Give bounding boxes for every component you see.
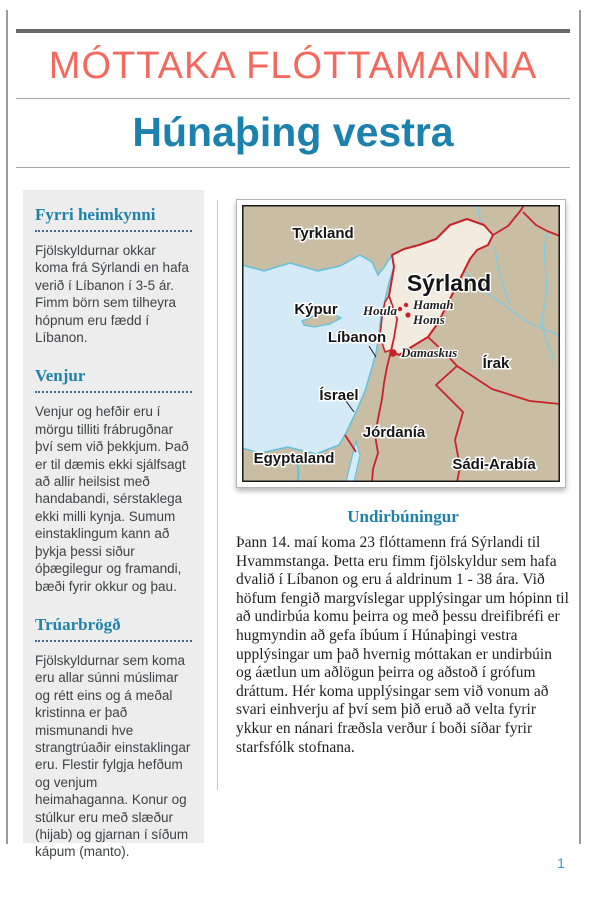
page-number: 1 xyxy=(557,855,565,871)
section-heading-undirbuningur: Undirbúningur xyxy=(347,507,459,526)
page-title: MÓTTAKA FLÓTTAMANNA xyxy=(48,45,538,87)
sidebar-heading-former-homes: Fyrri heimkynni xyxy=(35,205,156,224)
syria-region-map xyxy=(236,199,566,488)
left-page-rule xyxy=(6,10,8,844)
info-sidebar xyxy=(23,190,204,860)
page-header xyxy=(16,29,570,168)
sidebar-text-customs: Venjur og hefðir eru í mörgu tilliti frábrugðnar því sem við þekkjum. Það er til dæmis ekki sjálfsagt að allir heilsist með handabandi, sérstaklega ekki milli kynja. Sumum einstaklingum kann að þykja þessi siður óþægilegur og framandi, bæði fyrir okkur og þau. xyxy=(35,404,189,594)
map-label-jordania: Jórdanía xyxy=(362,424,426,441)
map-label-tyrkland: Tyrkland xyxy=(292,225,354,242)
right-page-rule xyxy=(579,10,581,844)
sidebar-text-former-homes: Fjölskyldurnar okkar koma frá Sýrlandi en hafa verið í Líbanon í 3-5 ár. Fimm börn sem tilheyra hópnum eru fædd í Líbanon. xyxy=(35,243,189,346)
map-label-libanon: Líbanon xyxy=(327,329,387,346)
header-divider-2 xyxy=(16,167,570,168)
map-label-sadi-arabia: Sádi-Arabía xyxy=(452,456,536,473)
dotted-rule xyxy=(35,391,192,393)
map-label-israel: Ísrael xyxy=(319,387,359,404)
section-body-undirbuningur: Þann 14. maí koma 23 flóttamenn frá Sýrlandi til Hvammstanga. Þetta eru fimm fjölskyldur sem hafa dvalið í Líbanon og eru á aldrinum 1 - 38 ára. Við höfum fengið margvíslegar upplýsingar um hópinn til að undirbúa komu þeirra og með þessu dreifibréfi er hugmyndin að gefa íbúum í Húnaþingi vestra upplýsingar um það hvernig móttakan er undirbúin og áætlun um aðlögun þeirra og aðstoð í grófum dráttum. Hér koma upplýsingar sem við vonum að svari einhverju af því sem þið eruð að velta fyrir ykkur en nánari fræðsla verður í boði síðar fyrir starfsfólk stofnana. xyxy=(236,534,569,756)
map-label-syrland: Sýrland xyxy=(406,270,492,296)
map-label-damaskus: Damaskus xyxy=(401,345,458,360)
sidebar-heading-customs: Venjur xyxy=(35,366,86,386)
map-label-homs: Homs xyxy=(413,312,445,327)
column-divider xyxy=(217,200,218,790)
map-label-egyptaland: Egyptaland xyxy=(253,450,335,467)
dotted-rule xyxy=(35,230,192,232)
map-label-hamah: Hamah xyxy=(413,297,454,312)
dotted-rule xyxy=(35,640,192,642)
map-label-irak: Írak xyxy=(482,355,510,372)
main-column xyxy=(236,199,570,757)
map-label-houla: Houla xyxy=(363,303,397,318)
map-image xyxy=(242,205,560,482)
sidebar-heading-religion: Trúarbrögð xyxy=(35,614,121,634)
sidebar-text-religion: Fjölskyldurnar sem koma eru allar súnni múslimar og rétt eins og á meðal kristinna er það mismunandi hve strangtrúaðir einstaklingar eru. Flestir fylgja hefðum og venjum heimahaganna. Konur og stúlkur eru með slæður (hijab) og gjarnan í síðum kápum (manto). xyxy=(35,652,191,860)
page-subtitle: Húnaþing vestra xyxy=(132,108,454,155)
map-label-kypur: Kýpur xyxy=(294,301,338,318)
